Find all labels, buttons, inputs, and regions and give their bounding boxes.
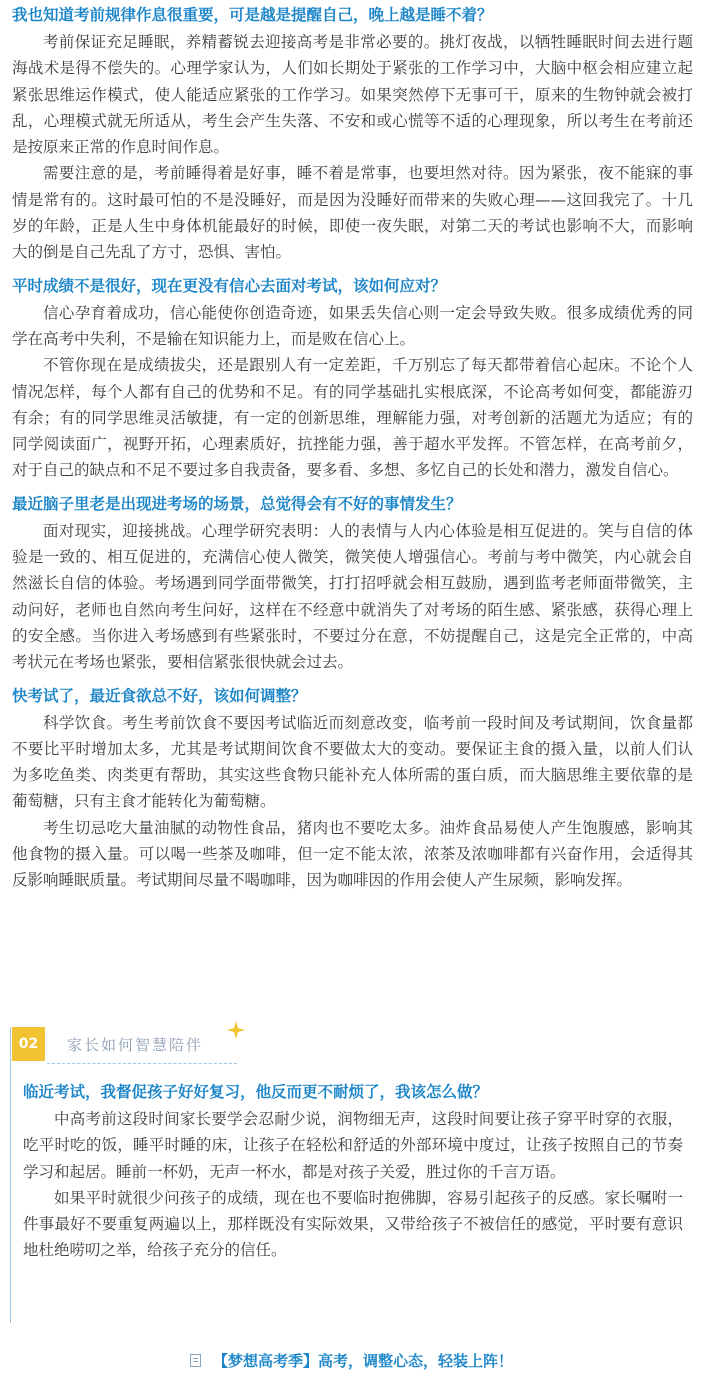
qa-block [23,1081,691,1264]
paragraph: 中高考前这段时间家长要学会忍耐少说，润物细无声，这段时间要让孩子穿平时穿的衣服，吃平时吃的饭，睡平时睡的床，让孩子在轻松和舒适的外部环境中度过，让孩子按照自己的节奏学习和起居。睡前一杯奶，无声一杯水，都是对孩子关爱，胜过你的千言万语。 [23,1110,683,1181]
paragraph: 面对现实，迎接挑战。心理学研究表明：人的表情与人内心体验是相互促进的。笑与自信的体验是一致的、相互促进的，充满信心使人微笑，微笑使人增强信心。考前与考中微笑，内心就会自然滋长自信的体验。考场遇到同学面带微笑，打打招呼就会相互鼓励，遇到监考老师面带微笑，主动问好，老师也自然向考生问好，这样在不经意中就消失了对考场的陌生感、紧张感，获得心理上的安全感。当你进入考场感到有些紧张时，不要过分在意，不妨提醒自己，这是完全正常的，中高考状元在考场也紧张，要相信紧张很快就会过去。 [12,521,693,672]
qa-block [12,685,693,894]
paragraph: 不管你现在是成绩拔尖，还是跟别人有一定差距，千万别忘了每天都带着信心起床。不论个人情况怎样，每个人都有自己的优势和不足。有的同学基础扎实根底深，不论高考如何变，都能游刃有余；有的同学思维灵活敏捷，有一定的创新思维，理解能力强，对考创新的活题尤为适应；有的同学阅读面广，视野开拓，心理素质好，抗挫能力强，善于超水平发挥。不管怎样，在高考前夕，对于自己的缺点和不足不要过多自我责备，要多看、多想、多忆自己的长处和潜力，激发自信心。 [12,356,693,480]
paragraph: 信心孕育着成功，信心能使你创造奇迹，如果丢失信心则一定会导致失败。很多成绩优秀的同学在高考中失利，不是输在知识能力上，而是败在信心上。 [12,303,693,348]
paragraph: 如果平时就很少问孩子的成绩，现在也不要临时抱佛脚，容易引起孩子的反感。家长嘱咐一件事最好不要重复两遍以上，那样既没有实际效果，又带给孩子不被信任的感觉，平时要有意识地杜绝唠叨之举，给孩子充分的信任。 [23,1188,683,1260]
document-icon [190,1354,201,1367]
sparkle-icon [227,1021,245,1039]
question-heading: 我也知道考前规律作息很重要，可是越是提醒自己，晚上越是睡不着？ [12,6,493,24]
title-divider [47,1063,237,1064]
paragraph: 科学饮食。考生考前饮食不要因考试临近而刻意改变，临考前一段时间及考试期间，饮食量都不要比平时增加太多，尤其是考试期间饮食不要做太大的变动。要保证主食的摄入量，以前人们认为多吃鱼类、肉类更有帮助，其实这些食物只能补充人体所需的蛋白质，而大脑思维主要依靠的是葡萄糖，只有主食才能转化为葡萄糖。 [12,713,693,811]
qa-block [12,493,693,676]
paragraph: 需要注意的是，考前睡得着是好事，睡不着是常事，也要坦然对待。因为紧张，夜不能寐的事情是常有的。这时最可怕的不是没睡好，而是因为没睡好而带来的失败心理——这回我完了。十几岁的年龄，正是人生中身体机能最好的时候，即使一夜失眠，对第二天的考试也影响不大，而影响大的倒是自己先乱了方寸，恐惧、害怕。 [12,164,693,262]
question-heading: 临近考试，我督促孩子好好复习，他反而更不耐烦了，我该怎么做？ [23,1083,489,1101]
question-heading: 最近脑子里老是出现进考场的场景，总觉得会有不好的事情发生？ [12,494,462,513]
footer-link[interactable] [0,1350,703,1371]
question-heading: 平时成绩不是很好，现在更没有信心去面对考试，该如何应对？ [12,276,447,295]
paragraph: 考生切忌吃大量油腻的动物性食品，猪肉也不要吃太多。油炸食品易使人产生饱腹感，影响其他食物的摄入量。可以喝一些茶及咖啡，但一定不能太浓，浓茶及浓咖啡都有兴奋作用，会适得其反影响睡眠质量。考试期间尽量不喝咖啡，因为咖啡因的作用会使人产生尿频，影响发挥。 [12,818,693,890]
question-heading: 快考试了，最近食欲总不好，该如何调整？ [12,686,307,705]
section-number-badge: 02 [12,1027,45,1061]
parent-section [10,1027,694,1323]
section-title: 家长如何智慧陪伴 [67,1036,204,1054]
paragraph: 考前保证充足睡眠，养精蓄锐去迎接高考是非常必要的。挑灯夜战，以牺牲睡眠时间去进行题海战术是得不偿失的。心理学家认为，人们如长期处于紧张的工作学习中，大脑中枢会相应建立起紧张思维运作模式，使人能适应紧张的工作学习。如果突然停下无事可干，原来的生物钟就会被打乱，心理模式就无所适从，考生会产生失落、不安和或心慌等不适的心理现象，所以考生在考前还是按原来正常的作息时间作息。 [12,33,693,157]
footer-text[interactable]: 【梦想高考季】高考，调整心态，轻装上阵！ [212,1352,513,1370]
qa-block [12,4,693,266]
qa-block [12,275,693,484]
